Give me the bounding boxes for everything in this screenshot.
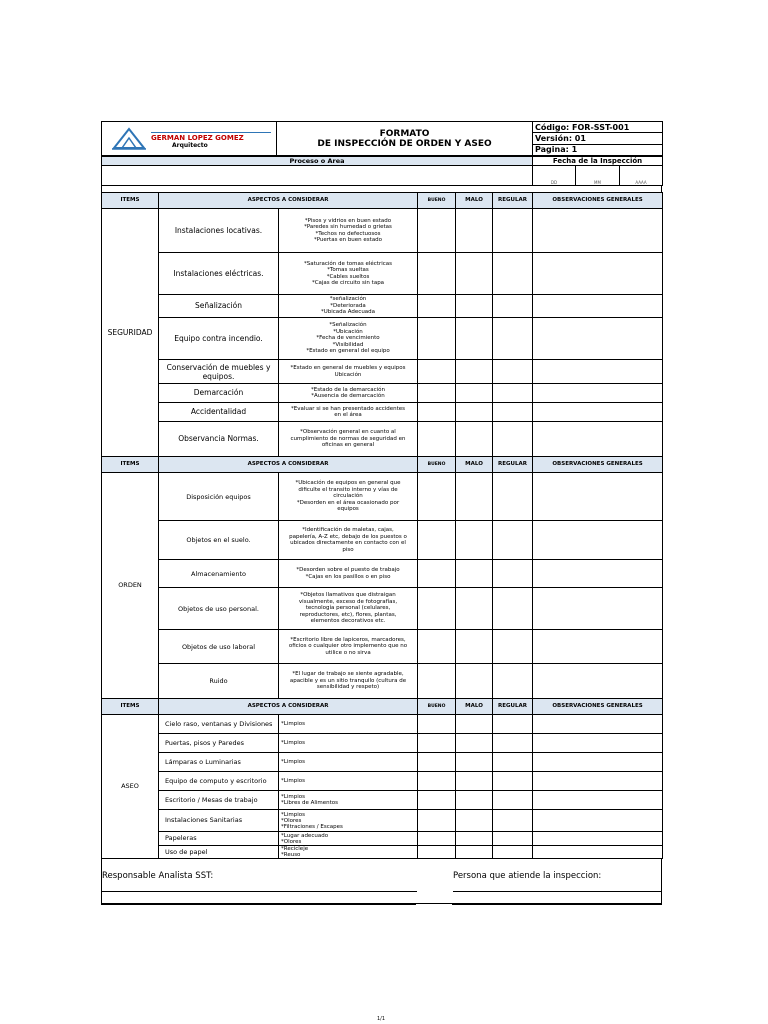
regular-cell[interactable] [493, 734, 533, 753]
malo-cell[interactable] [456, 832, 493, 846]
aspect-description: *Estado de la demarcación *Ausencia de demarcación [279, 384, 418, 403]
regular-cell[interactable] [493, 360, 533, 384]
regular-cell[interactable] [493, 630, 533, 664]
responsable-signature-line[interactable] [102, 891, 417, 892]
aspect-label: Papeleras [159, 832, 279, 846]
bueno-cell[interactable] [418, 318, 456, 360]
regular-cell[interactable] [493, 846, 533, 859]
aspect-description: *Recicleje *Reuso [279, 846, 418, 859]
proceso-input[interactable] [102, 166, 533, 186]
version-label: Versión: 01 [533, 133, 663, 144]
bueno-cell[interactable] [418, 253, 456, 295]
aspect-label: Escritorio / Mesas de trabajo [159, 791, 279, 810]
aspect-description: *Limpios [279, 772, 418, 791]
observaciones-cell[interactable] [533, 630, 663, 664]
aspect-description: *Saturación de tomas eléctricas *Tomas sueltas *Cables sueltos *Cajas de circuito sin tapa [279, 253, 418, 295]
regular-cell[interactable] [493, 664, 533, 699]
col-observaciones: OBSERVACIONES GENERALES [533, 193, 663, 209]
malo-cell[interactable] [456, 403, 493, 422]
aspect-label: Accidentalidad [159, 403, 279, 422]
regular-cell[interactable] [493, 384, 533, 403]
malo-cell[interactable] [456, 588, 493, 630]
aspect-label: Puertas, pisos y Paredes [159, 734, 279, 753]
aspect-description: *Limpios *Olores *Filtraciones / Escapes [279, 810, 418, 832]
col-regular: REGULAR [493, 699, 533, 715]
aspect-description: *Observación general en cuanto al cumplimiento de normas de seguridad en oficinas en general [279, 422, 418, 457]
responsable-label: Responsable Analista SST: [102, 871, 214, 881]
aspect-label: Instalaciones locativas. [159, 209, 279, 253]
table-row [102, 734, 663, 753]
form-title-line2: DE INSPECCIÓN DE ORDEN Y ASEO [317, 138, 492, 149]
bueno-cell[interactable] [418, 772, 456, 791]
table-row [102, 473, 663, 521]
observaciones-cell[interactable] [533, 360, 663, 384]
bueno-cell[interactable] [418, 630, 456, 664]
page-number: 1/1 [377, 1016, 386, 1022]
bueno-cell[interactable] [418, 753, 456, 772]
regular-cell[interactable] [493, 422, 533, 457]
aspect-label: Equipo de computo y escritorio [159, 772, 279, 791]
observaciones-cell[interactable] [533, 521, 663, 560]
col-malo: MALO [456, 193, 493, 209]
aspect-description: *Estado en general de muebles y equipos Ubicación [279, 360, 418, 384]
malo-cell[interactable] [456, 664, 493, 699]
observaciones-cell[interactable] [533, 772, 663, 791]
observaciones-cell[interactable] [533, 318, 663, 360]
column-header-row [102, 193, 663, 209]
table-row [102, 403, 663, 422]
date-aaaa[interactable]: AAAA [620, 166, 663, 186]
regular-cell[interactable] [493, 560, 533, 588]
col-bueno: BUENO [418, 457, 456, 473]
col-items: ITEMS [102, 193, 159, 209]
table-row [102, 253, 663, 295]
col-aspectos: ASPECTOS A CONSIDERAR [159, 193, 418, 209]
regular-cell[interactable] [493, 715, 533, 734]
inspection-form [101, 121, 662, 905]
category-orden: ORDEN [102, 473, 159, 699]
col-aspectos: ASPECTOS A CONSIDERAR [159, 699, 418, 715]
table-row [102, 209, 663, 253]
header-table [101, 121, 663, 156]
bueno-cell[interactable] [418, 588, 456, 630]
aspect-label: Lámparas o Luminarias [159, 753, 279, 772]
bueno-cell[interactable] [418, 209, 456, 253]
malo-cell[interactable] [456, 772, 493, 791]
observaciones-cell[interactable] [533, 560, 663, 588]
regular-cell[interactable] [493, 588, 533, 630]
col-items: ITEMS [102, 699, 159, 715]
table-row [102, 715, 663, 734]
observaciones-cell[interactable] [533, 384, 663, 403]
aspect-description: *señalización *Deteriorada *Ubicada Adecuada [279, 295, 418, 318]
company-role: Arquitecto [172, 142, 208, 149]
regular-cell[interactable] [493, 810, 533, 832]
bueno-cell[interactable] [418, 810, 456, 832]
logo-cell [102, 122, 277, 156]
signature-underline [101, 904, 662, 905]
bueno-cell[interactable] [418, 521, 456, 560]
regular-cell[interactable] [493, 253, 533, 295]
persona-signature-line[interactable] [453, 891, 661, 892]
aspect-description: *Ubicación de equipos en general que dificulte el transito interno y vías de circulación *Desorden en el área ocasionado por equipos [279, 473, 418, 521]
column-header-row [102, 699, 663, 715]
col-observaciones: OBSERVACIONES GENERALES [533, 699, 663, 715]
malo-cell[interactable] [456, 318, 493, 360]
table-row [102, 664, 663, 699]
category-seguridad: SEGURIDAD [102, 209, 159, 457]
aspect-label: Demarcación [159, 384, 279, 403]
malo-cell[interactable] [456, 422, 493, 457]
bueno-cell[interactable] [418, 791, 456, 810]
col-observaciones: OBSERVACIONES GENERALES [533, 457, 663, 473]
table-row [102, 630, 663, 664]
column-header-row [102, 457, 663, 473]
bueno-cell[interactable] [418, 664, 456, 699]
inspection-table [101, 192, 663, 859]
col-regular: REGULAR [493, 457, 533, 473]
aspect-description: *Limpios *Libres de Alimentos [279, 791, 418, 810]
table-row [102, 560, 663, 588]
observaciones-cell[interactable] [533, 473, 663, 521]
regular-cell[interactable] [493, 753, 533, 772]
col-aspectos: ASPECTOS A CONSIDERAR [159, 457, 418, 473]
fecha-label: Fecha de la Inspección [533, 157, 663, 166]
observaciones-cell[interactable] [533, 832, 663, 846]
table-row [102, 791, 663, 810]
malo-cell[interactable] [456, 521, 493, 560]
bueno-cell[interactable] [418, 295, 456, 318]
regular-cell[interactable] [493, 832, 533, 846]
table-row [102, 832, 663, 846]
aspect-description: *El lugar de trabajo se siente agradable, apacible y es un sitio tranquilo (cultura de sensibilidad y respeto) [279, 664, 418, 699]
malo-cell[interactable] [456, 295, 493, 318]
house-logo-icon [112, 126, 146, 150]
observaciones-cell[interactable] [533, 664, 663, 699]
form-title-line1: FORMATO [379, 128, 430, 139]
observaciones-cell[interactable] [533, 253, 663, 295]
regular-cell[interactable] [493, 209, 533, 253]
observaciones-cell[interactable] [533, 209, 663, 253]
pagina-label: Pagina: 1 [533, 144, 663, 155]
bueno-cell[interactable] [418, 403, 456, 422]
malo-cell[interactable] [456, 846, 493, 859]
regular-cell[interactable] [493, 295, 533, 318]
col-bueno: BUENO [418, 699, 456, 715]
bueno-cell[interactable] [418, 422, 456, 457]
regular-cell[interactable] [493, 791, 533, 810]
signature-box [101, 859, 662, 904]
aspect-label: Instalaciones Sanitarias [159, 810, 279, 832]
malo-cell[interactable] [456, 360, 493, 384]
aspect-label: Objetos de uso personal. [159, 588, 279, 630]
table-row [102, 384, 663, 403]
bueno-cell[interactable] [418, 473, 456, 521]
table-row [102, 295, 663, 318]
regular-cell[interactable] [493, 473, 533, 521]
date-dd[interactable]: DD [533, 166, 576, 186]
table-row [102, 422, 663, 457]
aspect-label: Cielo raso, ventanas y Divisiones [159, 715, 279, 734]
bueno-cell[interactable] [418, 715, 456, 734]
col-bueno: BUENO [418, 193, 456, 209]
aspect-label: Objetos de uso laboral [159, 630, 279, 664]
table-row [102, 772, 663, 791]
proceso-label: Proceso o Area [102, 157, 533, 166]
aspect-description: *Identificación de maletas, cajas, papelería, A-Z etc, debajo de los puestos o ubicados directamente en contacto con el piso [279, 521, 418, 560]
bueno-cell[interactable] [418, 360, 456, 384]
bueno-cell[interactable] [418, 384, 456, 403]
aspect-label: Instalaciones eléctricas. [159, 253, 279, 295]
table-row [102, 318, 663, 360]
proceso-table [101, 156, 663, 186]
aspect-label: Disposición equipos [159, 473, 279, 521]
malo-cell[interactable] [456, 560, 493, 588]
malo-cell[interactable] [456, 715, 493, 734]
company-name: GERMAN LOPEZ GOMEZ [151, 134, 244, 142]
regular-cell[interactable] [493, 521, 533, 560]
malo-cell[interactable] [456, 473, 493, 521]
observaciones-cell[interactable] [533, 753, 663, 772]
bueno-cell[interactable] [418, 846, 456, 859]
observaciones-cell[interactable] [533, 403, 663, 422]
observaciones-cell[interactable] [533, 810, 663, 832]
regular-cell[interactable] [493, 772, 533, 791]
category-aseo: ASEO [102, 715, 159, 859]
observaciones-cell[interactable] [533, 846, 663, 859]
observaciones-cell[interactable] [533, 422, 663, 457]
aspect-label: Observancia Normas. [159, 422, 279, 457]
observaciones-cell[interactable] [533, 791, 663, 810]
malo-cell[interactable] [456, 253, 493, 295]
col-malo: MALO [456, 699, 493, 715]
table-row [102, 810, 663, 832]
aspect-description: *Limpios [279, 753, 418, 772]
malo-cell[interactable] [456, 810, 493, 832]
malo-cell[interactable] [456, 630, 493, 664]
aspect-label: Almacenamiento [159, 560, 279, 588]
aspect-description: *Pisos y vidrios en buen estado *Paredes sin humedad o grietas *Techos no defectuosos *Puertas en buen estado [279, 209, 418, 253]
regular-cell[interactable] [493, 403, 533, 422]
col-malo: MALO [456, 457, 493, 473]
aspect-description: *Limpios [279, 734, 418, 753]
bueno-cell[interactable] [418, 734, 456, 753]
table-row [102, 360, 663, 384]
aspect-description: *Desorden sobre el puesto de trabajo *Cajas en los pasillos o en piso [279, 560, 418, 588]
codigo-label: Código: FOR-SST-001 [533, 122, 663, 133]
regular-cell[interactable] [493, 318, 533, 360]
table-row [102, 753, 663, 772]
malo-cell[interactable] [456, 384, 493, 403]
malo-cell[interactable] [456, 753, 493, 772]
aspect-label: Señalización [159, 295, 279, 318]
aspect-description: *Escritorio libre de lapiceros, marcadores, oficios o cualquier otro implemento que no utilice o no sirva [279, 630, 418, 664]
aspect-description: *Evaluar si se han presentado accidentes en el área [279, 403, 418, 422]
observaciones-cell[interactable] [533, 715, 663, 734]
bueno-cell[interactable] [418, 560, 456, 588]
observaciones-cell[interactable] [533, 295, 663, 318]
bueno-cell[interactable] [418, 832, 456, 846]
aspect-description: *Señalización *Ubicación *Fecha de vencimiento *Visibilidad *Estado en general del equipo [279, 318, 418, 360]
aspect-label: Objetos en el suelo. [159, 521, 279, 560]
malo-cell[interactable] [456, 209, 493, 253]
col-regular: REGULAR [493, 193, 533, 209]
table-row [102, 846, 663, 859]
aspect-description: *Lugar adecuado *Olores [279, 832, 418, 846]
aspect-label: Conservación de muebles y equipos. [159, 360, 279, 384]
form-title [277, 122, 533, 156]
col-items: ITEMS [102, 457, 159, 473]
aspect-label: Equipo contra incendio. [159, 318, 279, 360]
malo-cell[interactable] [456, 734, 493, 753]
malo-cell[interactable] [456, 791, 493, 810]
observaciones-cell[interactable] [533, 588, 663, 630]
aspect-label: Uso de papel [159, 846, 279, 859]
date-mm[interactable]: MM [576, 166, 620, 186]
aspect-description: *Limpios [279, 715, 418, 734]
table-row [102, 588, 663, 630]
persona-label: Persona que atiende la inspeccion: [453, 871, 602, 881]
observaciones-cell[interactable] [533, 734, 663, 753]
aspect-description: *Objetos llamativos que distraigan visualmente, exceso de fotografías, tecnología personal (celulares, reproductores, etc), flores, plantas, elementos decorativos etc. [279, 588, 418, 630]
table-row [102, 521, 663, 560]
aspect-label: Ruido [159, 664, 279, 699]
